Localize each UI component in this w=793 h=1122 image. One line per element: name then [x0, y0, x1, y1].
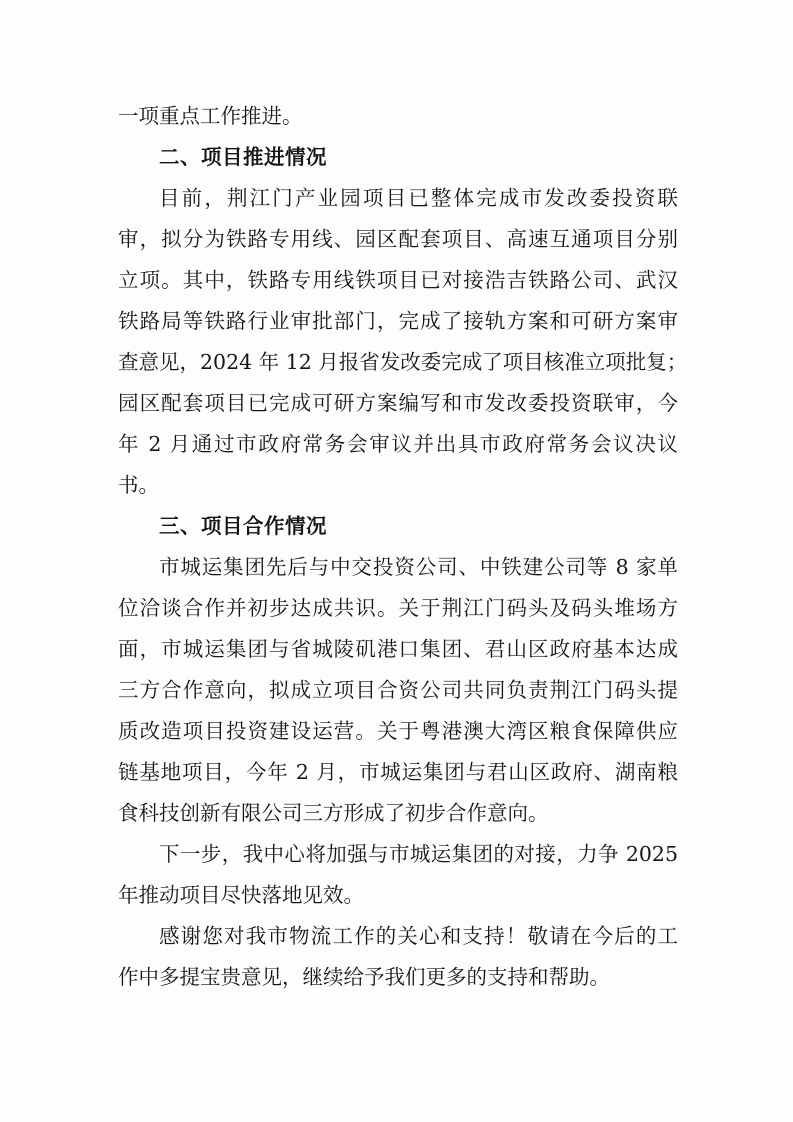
paragraph-line: 感谢您对我市物流工作的关心和支持！敬请在今后的工 — [159, 924, 678, 948]
paragraph-line: 书。 — [118, 473, 159, 497]
paragraph-line: 面，市城运集团与省城陵矶港口集团、君山区政府基本达成 — [118, 637, 678, 661]
paragraph-line: 质改造项目投资建设运营。关于粤港澳大湾区粮食保障供应 — [118, 719, 678, 743]
paragraph-line: 年 2 月通过市政府常务会审议并出具市政府常务会议决议 — [118, 432, 678, 456]
paragraph-line: 作中多提宝贵意见，继续给予我们更多的支持和帮助。 — [118, 965, 610, 989]
section-heading-project-progress: 二、项目推进情况 — [159, 145, 327, 169]
paragraph-line: 查意见，2024 年 12 月报省发改委完成了项目核准立项批复； — [118, 350, 688, 374]
paragraph-line: 下一步，我中心将加强与市城运集团的对接，力争 2025 — [159, 842, 678, 866]
paragraph-line: 位洽谈合作并初步达成共识。关于荆江门码头及码头堆场方 — [118, 596, 678, 620]
paragraph-line: 目前，荆江门产业园项目已整体完成市发改委投资联 — [159, 186, 678, 210]
paragraph-line: 立项。其中，铁路专用线铁项目已对接浩吉铁路公司、武汉 — [118, 268, 678, 292]
section-heading-project-cooperation: 三、项目合作情况 — [159, 514, 327, 538]
paragraph-line: 三方合作意向，拟成立项目合资公司共同负责荆江门码头提 — [118, 678, 678, 702]
paragraph-line: 市城运集团先后与中交投资公司、中铁建公司等 8 家单 — [159, 555, 678, 579]
paragraph-line: 链基地项目，今年 2 月，市城运集团与君山区政府、湖南粮 — [118, 760, 678, 784]
paragraph-line: 铁路局等铁路行业审批部门，完成了接轨方案和可研方案审 — [118, 309, 678, 333]
document-body — [118, 96, 688, 998]
paragraph-line: 食科技创新有限公司三方形成了初步合作意向。 — [118, 801, 549, 825]
paragraph-line: 年推动项目尽快落地见效。 — [118, 883, 364, 907]
paragraph-line: 园区配套项目已完成可研方案编写和市发改委投资联审，今 — [118, 391, 678, 415]
paragraph-line: 审，拟分为铁路专用线、园区配套项目、高速互通项目分别 — [118, 227, 678, 251]
lead-line: 一项重点工作推进。 — [118, 104, 303, 128]
